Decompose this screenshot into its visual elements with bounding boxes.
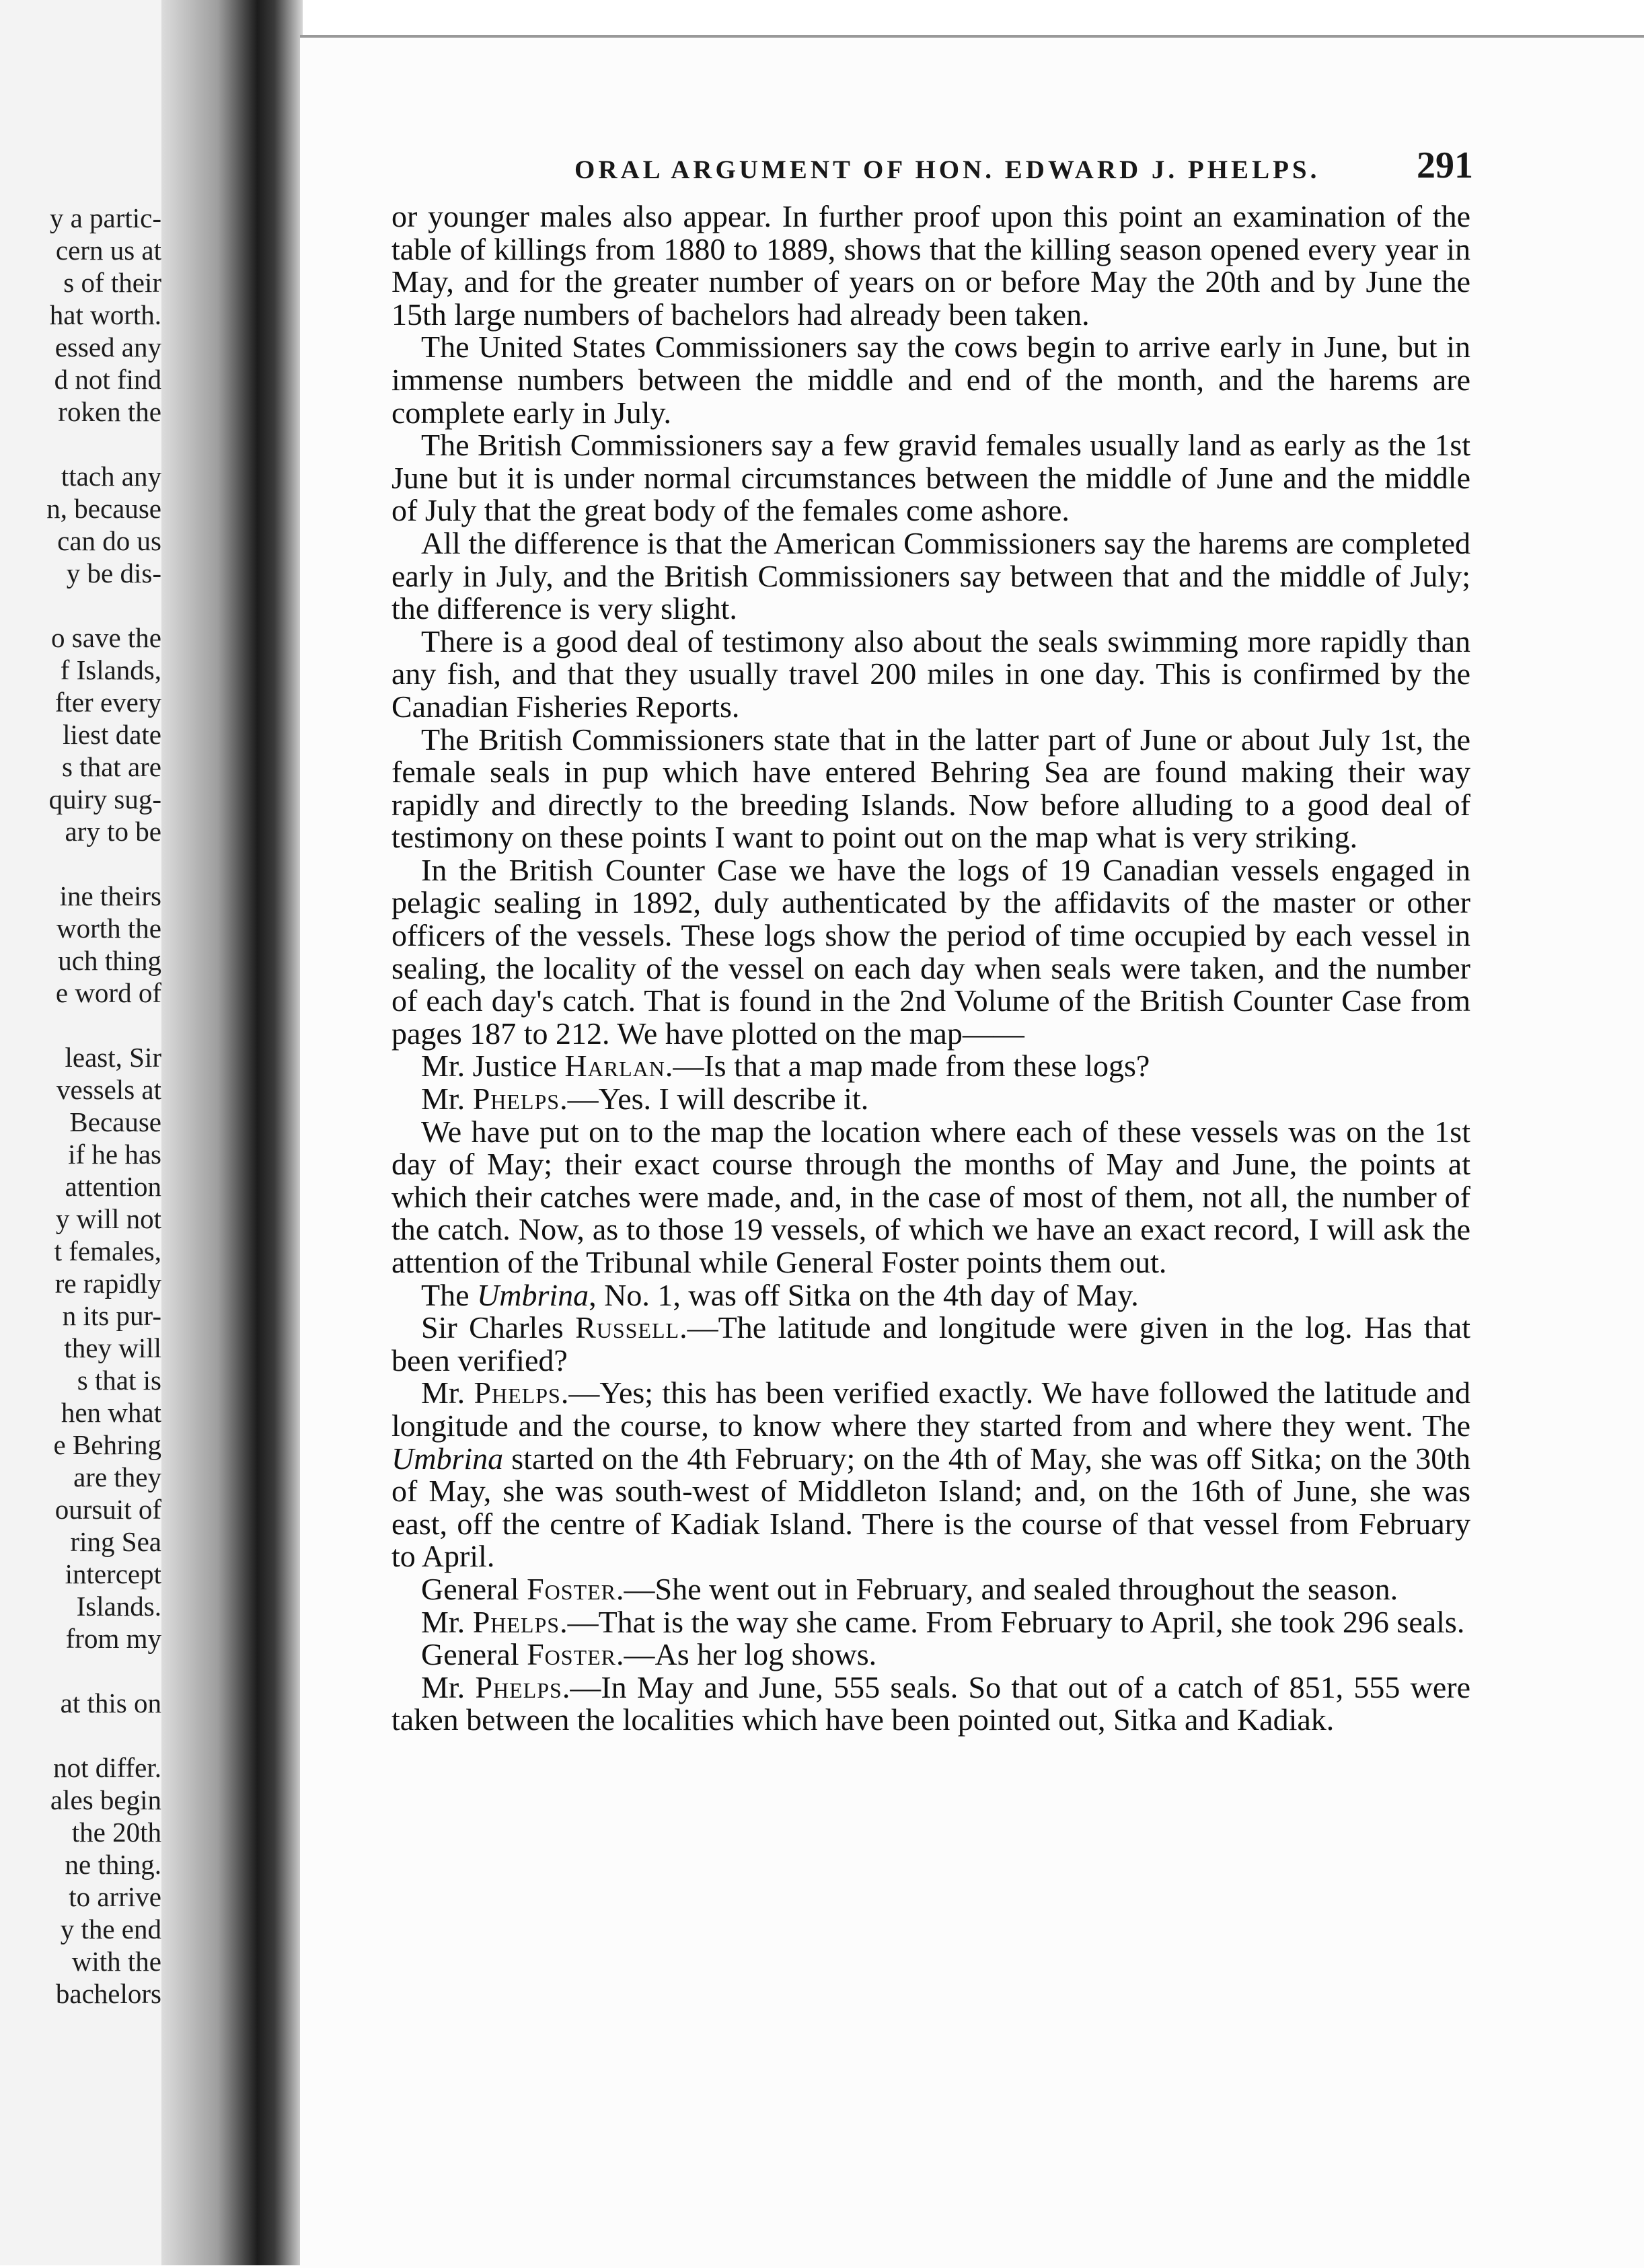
paragraph <box>391 724 1470 854</box>
facing-page-line: e word of <box>55 977 161 1008</box>
paragraph-text: .—Yes; this has been verified exactly. We have followed the latitude and longitude and the course, to know where they started from and where they went. The <box>391 1375 1470 1443</box>
facing-page-line: s that is <box>77 1365 161 1396</box>
facing-page-line: liest date <box>63 719 161 750</box>
paragraph <box>391 1083 1470 1116</box>
facing-page-line: at this on <box>60 1688 161 1718</box>
facing-page-line: they will <box>64 1332 161 1363</box>
paragraph-text: The <box>421 1277 478 1312</box>
paragraph <box>391 1606 1470 1639</box>
paragraph-text: In the British Counter Case we have the logs of 19 Canadian vessels engaged in pelagic sealing in 1892, duly authenticated by the affidavits of the master or other officers of the vessels. These logs show the period of time occupied by each vessel in sealing, the locality of the vessel on each day when seals were taken, and the number of each day's catch. That is found in the 2nd Volume of the British Counter Case from pages 187 to 212. We have plotted on the map—— <box>391 852 1470 1051</box>
paragraph <box>391 623 1470 724</box>
paragraph <box>391 1312 1470 1377</box>
facing-page-line: attention <box>65 1171 161 1202</box>
facing-page-line: hat worth. <box>49 299 161 330</box>
facing-page-line: vessels at <box>57 1074 161 1105</box>
paragraph-text: The British Commissioners say a few gravid females usually land as early as the 1st June but it is under normal circumstances between the middle of June and the middle of July that the great body of the females come ashore. <box>391 428 1470 528</box>
facing-page-line: essed any <box>54 332 161 363</box>
paragraph <box>391 1638 1470 1671</box>
facing-page-line: oursuit of <box>54 1494 161 1525</box>
facing-page-line: o save the <box>51 622 161 653</box>
paragraph-text: Mr. <box>421 1604 473 1639</box>
paragraph <box>391 1671 1470 1737</box>
paragraph-text: Mr. <box>421 1669 476 1704</box>
facing-page-line: from my <box>65 1623 161 1654</box>
facing-page-line: ales begin <box>50 1784 161 1815</box>
facing-page-line: n its pur- <box>62 1300 161 1331</box>
facing-page-gap <box>0 1655 161 1687</box>
facing-page-line: s of their <box>63 267 161 298</box>
facing-page-line: s that are <box>62 751 161 782</box>
facing-page-line: uch thing <box>58 945 161 976</box>
page-body-text <box>391 200 1470 1737</box>
facing-page-gap <box>0 1719 161 1751</box>
facing-page-line: Because <box>69 1106 161 1137</box>
speaker-name: Russell <box>575 1310 680 1345</box>
facing-page-line: are they <box>73 1462 161 1492</box>
facing-page-line: y will not <box>55 1203 161 1234</box>
facing-page-line: f Islands, <box>60 654 161 685</box>
page-number: 291 <box>1417 145 1473 186</box>
facing-page-line: y the end <box>60 1914 161 1944</box>
paragraph-text: Mr. Justice <box>421 1049 565 1084</box>
facing-page-line: re rapidly <box>54 1268 161 1299</box>
paragraph-text: General <box>421 1571 527 1606</box>
paragraph-text: .—Is that a map made from these logs? <box>665 1049 1150 1084</box>
paragraph-text: The United States Commissioners say the cows begin to arrive early in June, but in immense numbers between the middle and end of the month, and the harems are complete early in July. <box>391 330 1470 430</box>
paragraph <box>391 1377 1470 1573</box>
paragraph <box>391 1279 1470 1312</box>
paragraph-text: .—Yes. I will describe it. <box>560 1082 869 1117</box>
running-title: ORAL ARGUMENT OF HON. EDWARD J. PHELPS. <box>574 155 1320 184</box>
paragraph-text: started on the 4th February; on the 4th of May, she was off Sitka; on the 30th of May, she was south-west of Middleton Island; and, on the 16th of June, she was east, off the centre of Kadiak Island. There is the course of that vessel from February to April. <box>391 1441 1470 1574</box>
facing-page-line: the 20th <box>71 1817 161 1848</box>
facing-page-gap <box>0 589 161 621</box>
speaker-name: Phelps <box>472 1604 560 1639</box>
speaker-name: Phelps <box>472 1082 560 1117</box>
paragraph-text: .—She went out in February, and sealed throughout the season. <box>616 1571 1398 1606</box>
facing-page-line: quiry sug- <box>48 784 161 815</box>
facing-page-line: t females, <box>54 1236 161 1267</box>
paragraph-text: There is a good deal of testimony also about the seals swimming more rapidly than any fish, and that they usually travel 200 miles in one day. This is confirmed by the Canadian Fisheries Reports. <box>391 623 1470 724</box>
paragraph-text: The British Commissioners state that in the latter part of June or about July 1st, the female seals in pup which have entered Behring Sea are found making their way rapidly and directly to the breeding Islands. Now before alluding to a good deal of testimony on these points I want to point out on the map what is very striking. <box>391 722 1470 855</box>
paragraph <box>391 1116 1470 1279</box>
facing-page-line: if he has <box>68 1139 161 1170</box>
facing-page-line: intercept <box>65 1558 161 1589</box>
page-header <box>552 132 1473 192</box>
facing-page-line: ring Sea <box>70 1526 161 1557</box>
speaker-name: Harlan <box>564 1049 665 1084</box>
facing-page-text-fragments <box>0 202 161 2010</box>
paragraph-text: .—As her log shows. <box>616 1637 877 1672</box>
book-binding-gutter <box>161 0 303 2265</box>
facing-page-line: cern us at <box>55 235 161 266</box>
facing-page-line: e Behring <box>53 1429 161 1460</box>
facing-page-line: ttach any <box>61 461 161 492</box>
facing-page-gap <box>0 847 161 880</box>
facing-page-line: can do us <box>57 525 161 556</box>
paragraph-text: .—In May and June, 555 seals. So that out of a catch of 851, 555 were taken between the localities which have been pointed out, Sitka and Kadiak. <box>391 1669 1470 1737</box>
vessel-name: Umbrina <box>391 1441 504 1476</box>
facing-page-line: y a partic- <box>49 202 161 233</box>
paragraph-text: Mr. <box>421 1082 473 1117</box>
paragraph-text: Mr. <box>421 1375 474 1410</box>
facing-page-line: hen what <box>61 1397 161 1428</box>
facing-page-line: y be dis- <box>66 558 161 589</box>
facing-page-line: roken the <box>58 396 161 427</box>
paragraph-text: We have put on to the map the location where each of these vessels was on the 1st day of May; their exact course through the months of May and June, the points at which their catches were made, and, in the case of most of them, not all, the number of the catch. Now, as to those 19 vessels, of which we have an exact record, I will ask the attention of the Tribunal while General Foster points them out. <box>391 1114 1470 1279</box>
paragraph <box>391 1573 1470 1606</box>
facing-page-line: least, Sir <box>65 1042 161 1073</box>
paragraph-text: .—The latitude and longitude were given in the log. Has that been verified? <box>391 1310 1470 1377</box>
paragraph-text: All the difference is that the American Commissioners say the harems are completed early in July, and the British Commissioners say between that and the middle of July; the difference is very slight. <box>391 525 1470 626</box>
facing-page-line: ine theirs <box>59 880 161 911</box>
paragraph-text: or younger males also appear. In further proof upon this point an examination of the table of killings from 1880 to 1889, shows that the killing season opened every year in May, and for the greater number of years on or before May the 20th and by June the 15th large numbers of bachelors had already been taken. <box>391 199 1470 332</box>
facing-page-line: ne thing. <box>65 1849 161 1880</box>
paragraph <box>391 331 1470 429</box>
facing-page-line: worth the <box>57 913 161 944</box>
paragraph <box>391 429 1470 527</box>
facing-page-line: d not find <box>54 364 161 395</box>
facing-page-line: n, because <box>46 493 161 524</box>
facing-page-line: Islands. <box>76 1591 161 1622</box>
paragraph <box>391 527 1470 626</box>
facing-page-line: bachelors <box>55 1978 161 2009</box>
paragraph-text: , No. 1, was off Sitka on the 4th day of May. <box>589 1277 1139 1312</box>
paragraph-text: .—That is the way she came. From February to April, she took 296 seals. <box>560 1604 1465 1639</box>
facing-page-gap <box>0 428 161 460</box>
speaker-name: Phelps <box>475 1669 562 1704</box>
paragraph-text: General <box>421 1637 527 1672</box>
facing-page-line: with the <box>71 1946 161 1977</box>
speaker-name: Foster <box>527 1637 617 1672</box>
speaker-name: Phelps <box>474 1375 561 1410</box>
facing-page-line: not differ. <box>53 1752 161 1783</box>
facing-page-line: fter every <box>54 687 161 718</box>
facing-page-line: ary to be <box>65 816 161 847</box>
paragraph <box>391 854 1470 1051</box>
facing-page-gap <box>0 1009 161 1041</box>
vessel-name: Umbrina <box>477 1277 589 1312</box>
paragraph-text: Sir Charles <box>421 1310 576 1345</box>
facing-page-line: to arrive <box>69 1881 161 1912</box>
speaker-name: Foster <box>527 1571 617 1606</box>
paragraph <box>391 1050 1470 1083</box>
paragraph <box>391 200 1470 331</box>
